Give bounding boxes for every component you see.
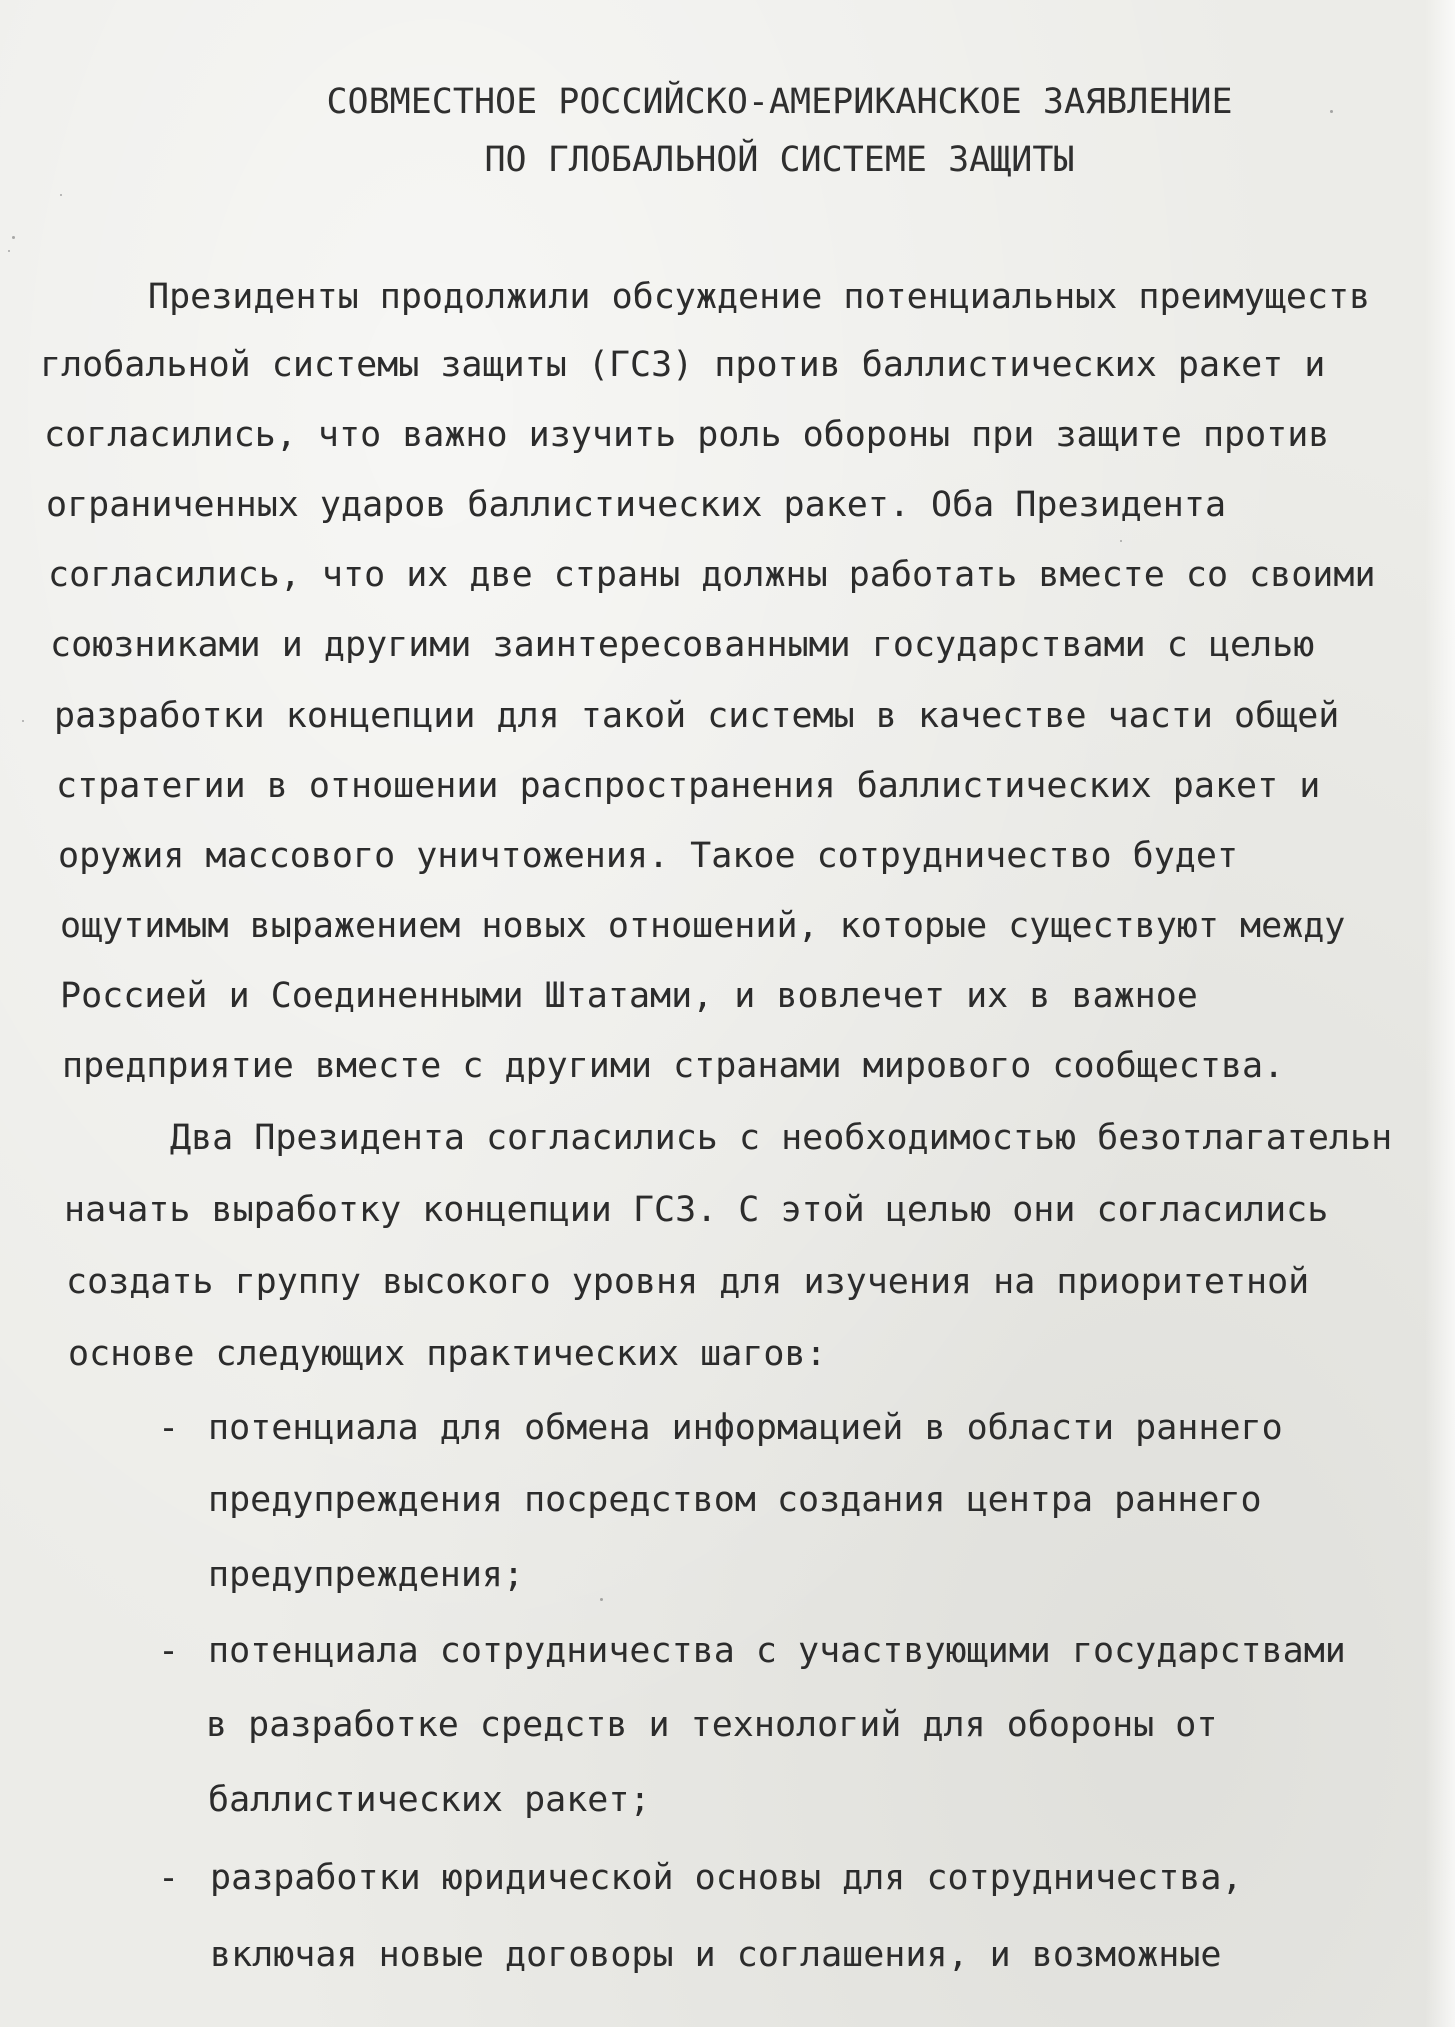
bullet-line: предупреждения посредством создания центра раннего [208,1480,1262,1520]
bullet-line: потенциала сотрудничества с участвующими государствами [208,1631,1346,1671]
scan-speck [8,250,10,252]
scan-speck [600,1598,603,1601]
paragraph-line: Россией и Соединенными Штатами, и вовлечет их в важное [60,976,1198,1016]
paragraph-line: согласились, что их две страны должны работать вместе со своими [48,555,1376,595]
bullet-dash: - [158,1408,180,1448]
paragraph-line: начать выработку концепции ГСЗ. С этой целью они согласились [64,1190,1329,1230]
scan-speck [22,720,24,722]
paragraph-line: согласились, что важно изучить роль обороны при защите против [44,415,1330,455]
bullet-line: разработки юридической основы для сотрудничества, [210,1858,1243,1898]
scan-speck [1330,110,1333,113]
bullet-line: включая новые договоры и соглашения, и возможные [210,1935,1222,1975]
document-title-line-1: СОВМЕСТНОЕ РОССИЙСКО-АМЕРИКАНСКОЕ ЗАЯВЛЕНИЕ [326,82,1233,122]
scan-speck [60,194,62,196]
paragraph-line: основе следующих практических шагов: [68,1334,827,1374]
bullet-line: в разработке средств и технологий для обороны от [206,1705,1218,1745]
bullet-line: баллистических ракет; [208,1780,651,1820]
paragraph-line: разработки концепции для такой системы в качестве части общей [54,696,1340,736]
paragraph-line: стратегии в отношении распространения баллистических ракет и [56,766,1321,806]
paragraph-line: предприятие вместе с другими странами мирового сообщества. [62,1046,1285,1086]
paragraph-line: союзниками и другими заинтересованными государствами с целью [50,625,1315,665]
bullet-line: потенциала для обмена информацией в области раннего [208,1408,1283,1448]
bullet-line: предупреждения; [208,1555,525,1595]
bullet-dash: - [158,1858,180,1898]
page-edge-highlight [1425,0,1455,2027]
bullet-dash: - [158,1631,180,1671]
paragraph-line: Два Президента согласились с необходимостью безотлагательн [170,1118,1393,1158]
paragraph-line: оружия массового уничтожения. Такое сотрудничество будет [58,836,1239,876]
paragraph-line: глобальной системы защиты (ГСЗ) против баллистических ракет и [40,345,1326,385]
paragraph-line: ограниченных ударов баллистических ракет. Оба Президента [46,485,1227,525]
document-title-line-2: ПО ГЛОБАЛЬНОЙ СИСТЕМЕ ЗАЩИТЫ [484,140,1075,180]
scan-speck [12,236,15,239]
scan-speck [1120,540,1122,542]
paragraph-line: Президенты продолжили обсуждение потенциальных преимуществ [148,277,1371,317]
paragraph-line: ощутимым выражением новых отношений, которые существуют между [60,906,1346,946]
paragraph-line: создать группу высокого уровня для изучения на приоритетной [66,1262,1310,1302]
